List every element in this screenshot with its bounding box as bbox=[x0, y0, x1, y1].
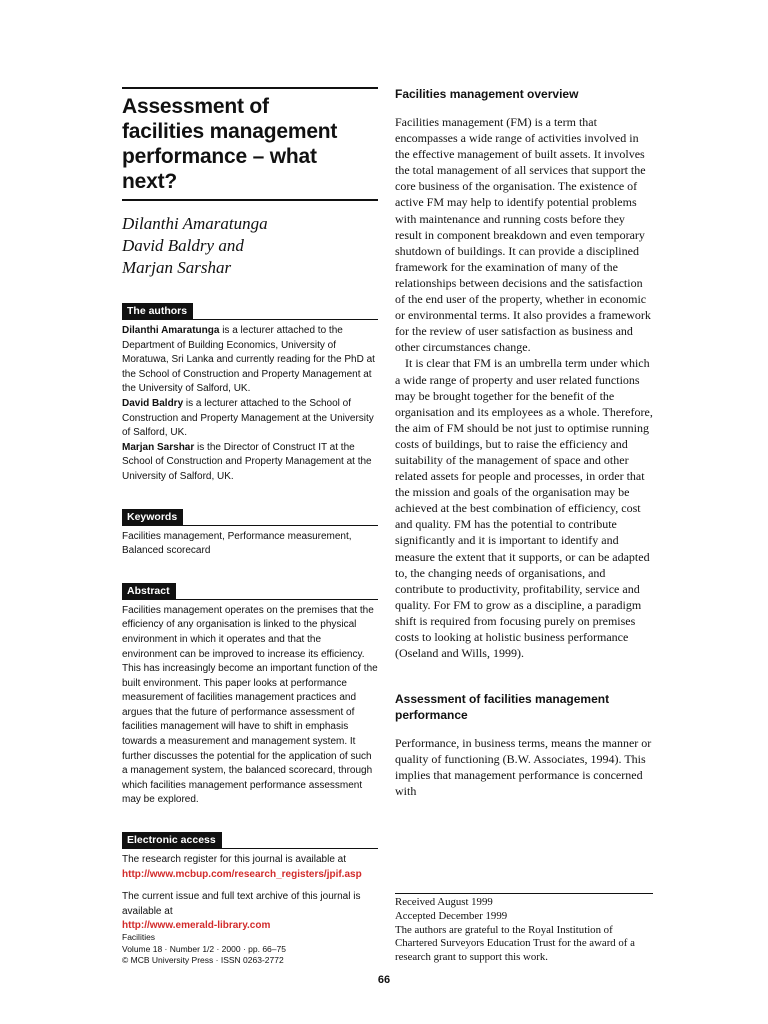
authors-section bbox=[122, 301, 378, 485]
access-label: Electronic access bbox=[122, 832, 222, 848]
abstract-text: Facilities management operates on the premises that the efficiency of any organisation is linked to the physical environment in which it operates and that the environment can be improved to increase its efficiency. This has increasingly become an important function of the built environment. This paper looks at performance measurement of facilities management practices and argues that the future of performance assessment of facilities management will have to shift in emphasis towards a measurement and management system. It further discusses the potential for the application of such a management system, the balanced scorecard, through which facilities management performance assessment may be explored. bbox=[122, 604, 378, 806]
bio-text: is a lecturer attached to the Department of Building Economics, University of Moratuwa, Sri Lanka and currently reading for the PhD at the School of Construction and Property Management at the University of Salford, UK. bbox=[122, 325, 375, 395]
bio-text: is the Director of Construct IT at the School of Construction and Property Management at the University of Salford, UK. bbox=[122, 441, 372, 482]
authors-bio bbox=[122, 324, 378, 485]
heading-fm-overview: Facilities management overview bbox=[395, 87, 579, 101]
article-title bbox=[122, 94, 378, 194]
section-rule bbox=[122, 848, 378, 849]
authors-label: The authors bbox=[122, 303, 193, 319]
accepted-date: Accepted December 1999 bbox=[395, 909, 508, 922]
section-rule bbox=[122, 319, 378, 320]
title-line: performance – what bbox=[122, 145, 317, 168]
keywords-section bbox=[122, 507, 378, 559]
abstract-section bbox=[122, 581, 378, 808]
paragraph: Facilities management (FM) is a term that encompasses a wide range of activities involved in the effective management of built assets. It involves the total management of all services that support the core business of the organisation. The existence of active FM may help to identify potential problems with maintenance and running costs before they result in component breakdown and even temporary shutdown of buildings. It can provide a disciplined framework for the examination of many of the relationships between decisions and the satisfaction of the end user of the property, whether in economic or environmental terms. It also provides a framework for the review of user satisfaction as business and other circumstances change. bbox=[395, 115, 651, 355]
title-top-rule bbox=[122, 87, 378, 89]
access-section bbox=[122, 830, 378, 934]
right-column bbox=[395, 86, 653, 800]
title-line: Assessment of bbox=[122, 95, 269, 118]
left-column bbox=[122, 90, 378, 934]
author-names bbox=[122, 213, 378, 279]
keywords-label: Keywords bbox=[122, 509, 183, 525]
bio-text: is a lecturer attached to the School of Construction and Property Management at the University of Salford, UK. bbox=[122, 397, 374, 439]
bio-entry bbox=[122, 324, 378, 397]
title-line: next? bbox=[122, 170, 178, 193]
paragraph: Performance, in business terms, means the manner or quality of functioning (B.W. Associates, 1994). This implies that management performance is concerned with bbox=[395, 736, 652, 799]
bio-entry bbox=[122, 441, 378, 485]
access-text-1: The research register for this journal is available at bbox=[122, 854, 346, 866]
bio-name: Marjan Sarshar bbox=[122, 441, 195, 453]
access-text-2: The current issue and full text archive of this journal is available at bbox=[122, 891, 361, 917]
title-bottom-rule bbox=[122, 199, 378, 201]
section-rule bbox=[122, 599, 378, 600]
research-register-link[interactable]: http://www.mcbup.com/research_registers/jpif.asp bbox=[122, 868, 362, 880]
author-line: Marjan Sarshar bbox=[122, 258, 232, 277]
acknowledgement: The authors are grateful to the Royal Institution of Chartered Surveyors Education Trust for the award of a research grant to support this work. bbox=[395, 923, 635, 964]
received-date: Received August 1999 bbox=[395, 896, 493, 908]
emerald-library-link[interactable]: http://www.emerald-library.com bbox=[122, 920, 271, 932]
author-line: David Baldry and bbox=[122, 236, 244, 255]
abstract-label: Abstract bbox=[122, 583, 176, 599]
bio-entry bbox=[122, 397, 378, 441]
bio-name: Dilanthi Amaratunga bbox=[122, 325, 220, 336]
bio-name: David Baldry bbox=[122, 397, 184, 409]
title-line: facilities management bbox=[122, 120, 338, 143]
article-notes bbox=[395, 893, 653, 965]
journal-name: Facilities bbox=[122, 932, 156, 942]
journal-volume: Volume 18 · Number 1/2 · 2000 · pp. 66–75 bbox=[122, 943, 286, 954]
journal-publisher: © MCB University Press · ISSN 0263-2772 bbox=[122, 955, 284, 965]
journal-footer bbox=[122, 932, 378, 967]
page-number: 66 bbox=[377, 974, 391, 986]
paragraph: It is clear that FM is an umbrella term under which a wide range of property and user related functions may be brought together for the benefit of the organisation and its employees as a whole. Therefore, the aim of FM should be not just to optimise running costs of buildings, but to raise the efficiency and suitability of the management of space and other related assets for people and processes, in order that the mission and goals of the organisation may be achieved at the best combination of efficiency, cost and quality. FM has the potential to contribute significantly and it is important to identify and measure the extent that it supports, or can be adapted to, the changing needs of organisations, and contribute to productivity, profitability, service and quality. For FM to grow as a discipline, a paradigm shift is required from focusing purely on premises costs to looking at holistic business performance (Oseland and Wills, 1999). bbox=[395, 356, 653, 661]
keywords-text: Facilities management, Performance measurement, Balanced scorecard bbox=[122, 530, 352, 557]
author-line: Dilanthi Amaratunga bbox=[122, 214, 268, 233]
section-rule bbox=[122, 525, 378, 526]
heading-fm-assessment: Assessment of facilities management performance bbox=[395, 692, 610, 723]
